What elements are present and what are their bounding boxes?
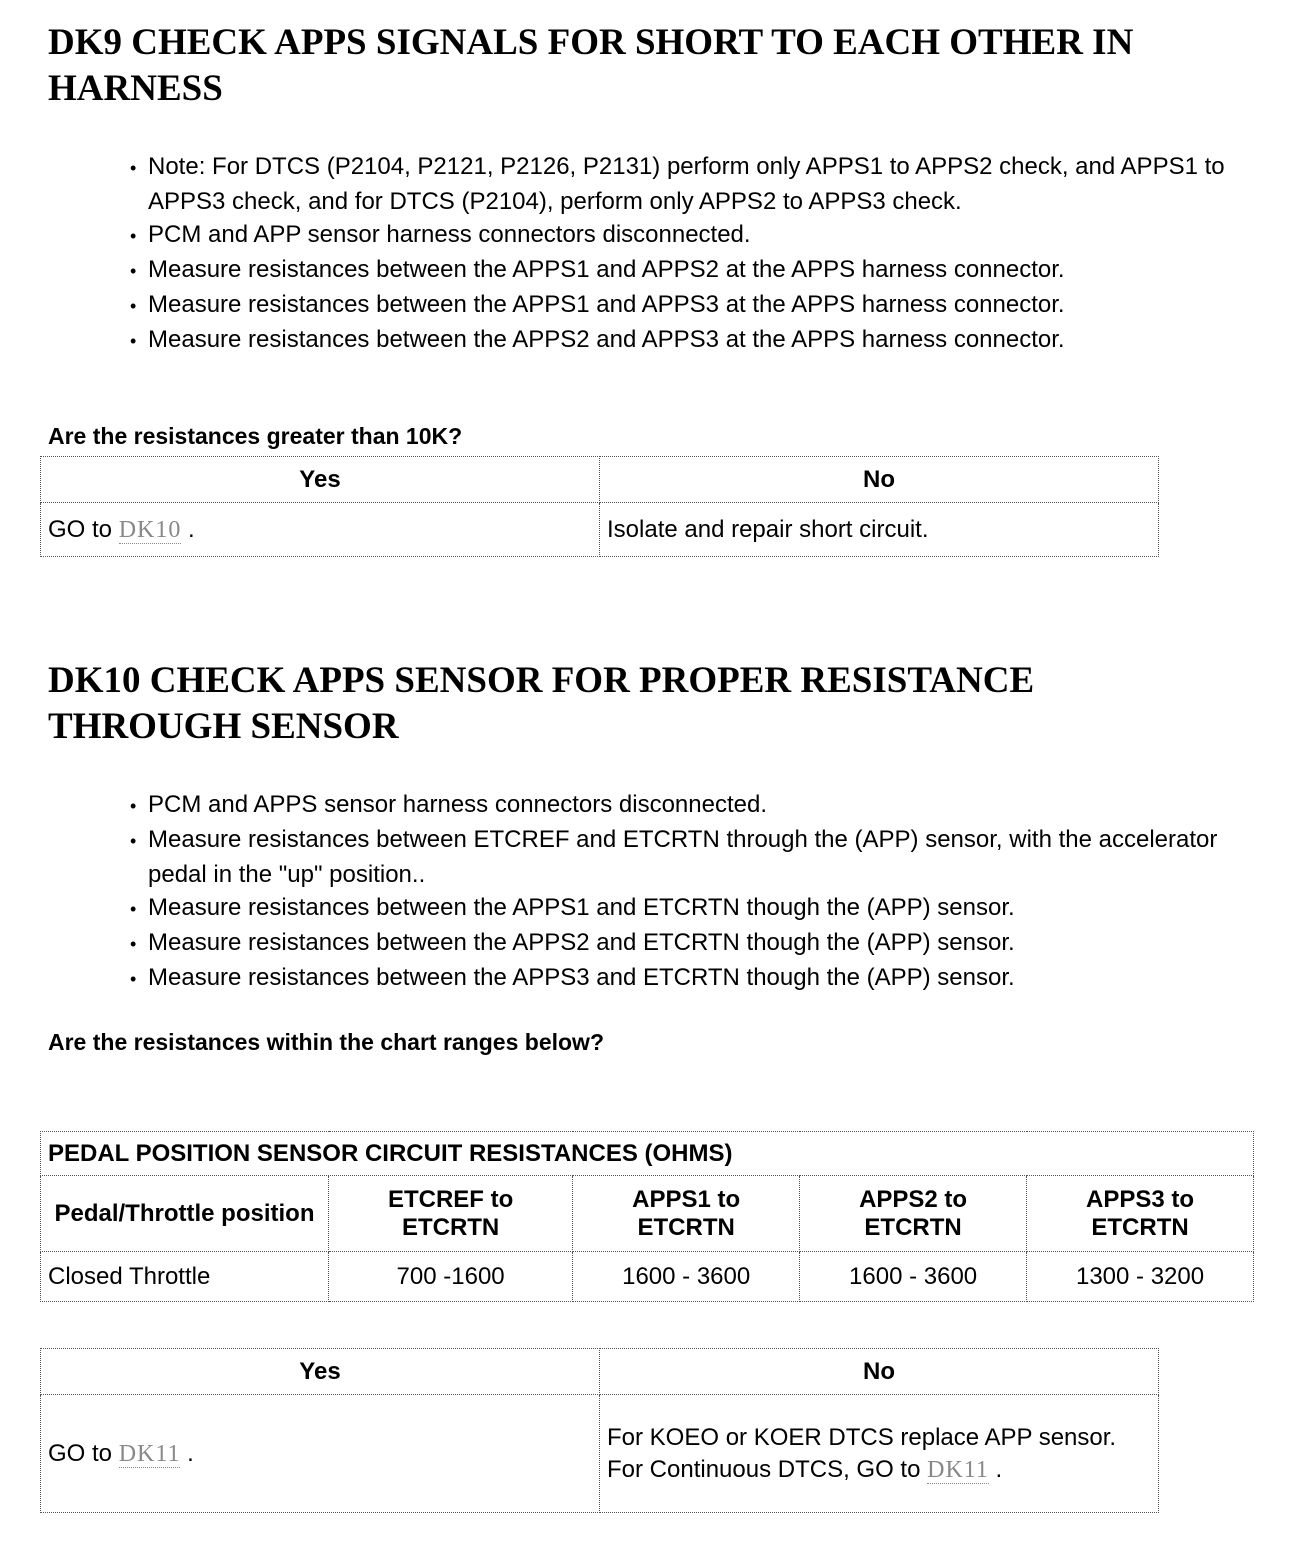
chart-title: PEDAL POSITION SENSOR CIRCUIT RESISTANCES (OHMS) (41, 1132, 1254, 1176)
list-item: • PCM and APPS sensor harness connectors disconnected. (130, 788, 1250, 823)
yes-text: GO to (48, 1439, 119, 1467)
no-text: For KOEO or KOER DTCS replace APP sensor. For Continuous DTCS, GO to (607, 1423, 1117, 1483)
yes-suffix: . (181, 515, 195, 543)
dk9-question: Are the resistances greater than 10K? (48, 423, 463, 449)
chart-cell: 1300 - 3200 (1027, 1252, 1254, 1302)
chart-header: APPS2 to ETCRTN (800, 1176, 1027, 1252)
chart-cell: 1600 - 3600 (573, 1252, 800, 1302)
chart-header: ETCREF to ETCRTN (329, 1176, 573, 1252)
no-suffix: . (988, 1455, 1003, 1483)
dk10-question: Are the resistances within the chart ranges below? (48, 1029, 604, 1055)
dk9-heading: DK9 CHECK APPS SIGNALS FOR SHORT TO EACH OTHER IN HARNESS (48, 22, 1134, 109)
list-item: • Measure resistances between ETCREF and ETCRTN through the (APP) sensor, with the accelerator pedal in the "up" position.. (130, 823, 1250, 891)
chart-header: APPS3 to ETCRTN (1027, 1176, 1254, 1252)
no-cell (600, 1395, 1159, 1513)
chart-header: Pedal/Throttle position (41, 1176, 329, 1252)
list-item: • Measure resistances between the APPS2 and ETCRTN though the (APP) sensor. (130, 926, 1250, 961)
list-item: • Measure resistances between the APPS3 and ETCRTN though the (APP) sensor. (130, 961, 1250, 996)
list-item: • PCM and APP sensor harness connectors disconnected. (130, 218, 1250, 253)
yes-cell (41, 1395, 600, 1513)
chart-cell: Closed Throttle (41, 1252, 329, 1302)
yes-text: GO to (48, 515, 119, 543)
yes-suffix: . (180, 1439, 194, 1467)
yes-cell (41, 503, 600, 557)
list-item: • Measure resistances between the APPS2 and APPS3 at the APPS harness connector. (130, 323, 1250, 358)
chart-header: APPS1 to ETCRTN (573, 1176, 800, 1252)
dk10-heading: DK10 CHECK APPS SENSOR FOR PROPER RESISTANCE THROUGH SENSOR (48, 660, 1035, 747)
yes-header: Yes (41, 457, 600, 503)
resistance-chart (40, 1131, 1254, 1302)
list-item: • Measure resistances between the APPS1 and APPS2 at the APPS harness connector. (130, 253, 1250, 288)
chart-cell: 700 -1600 (329, 1252, 573, 1302)
chart-cell: 1600 - 3600 (800, 1252, 1027, 1302)
list-item: • Measure resistances between the APPS1 and APPS3 at the APPS harness connector. (130, 288, 1250, 323)
dk11-link[interactable]: DK11 (927, 1456, 989, 1483)
list-item: • Note: For DTCS (P2104, P2121, P2126, P2131) perform only APPS1 to APPS2 check, and APPS1 to APPS3 check, and for DTCS (P2104), perform only APPS2 to APPS3 check. (130, 150, 1250, 218)
dk11-link[interactable]: DK11 (118, 1440, 181, 1467)
dk10-answer-table (40, 1348, 1159, 1513)
dk10-link[interactable]: DK10 (118, 516, 182, 543)
dk9-answer-table (40, 456, 1159, 557)
dk9-steps (130, 150, 1250, 358)
dk10-steps (130, 788, 1250, 996)
no-header: No (600, 457, 1159, 503)
no-cell: Isolate and repair short circuit. (600, 503, 1159, 557)
list-item: • Measure resistances between the APPS1 and ETCRTN though the (APP) sensor. (130, 891, 1250, 926)
no-header: No (600, 1349, 1159, 1395)
yes-header: Yes (41, 1349, 600, 1395)
